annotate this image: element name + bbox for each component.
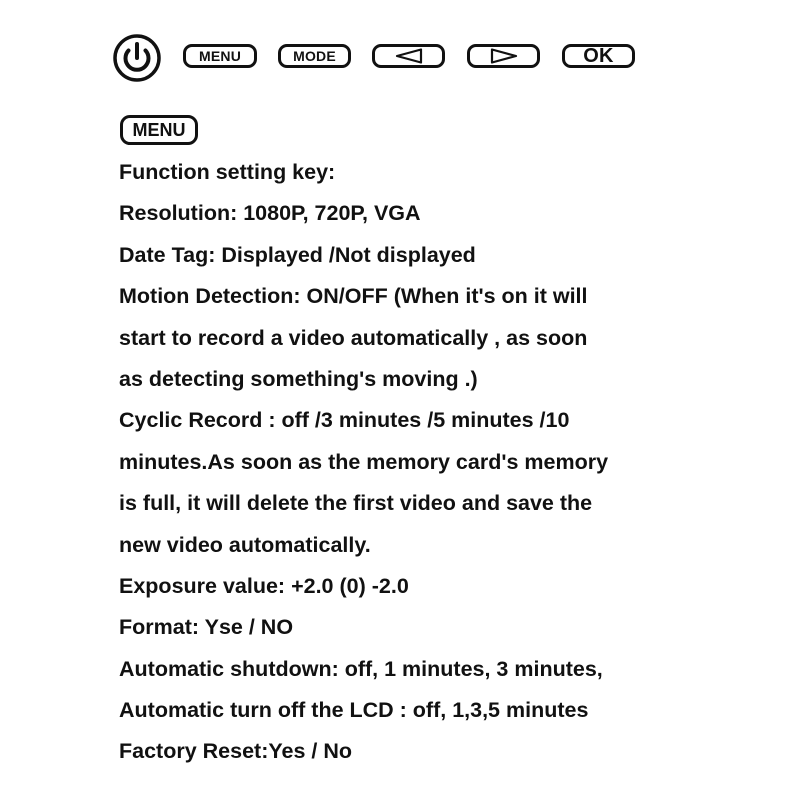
menu-button[interactable] — [183, 44, 257, 68]
mode-button-label: MODE — [293, 48, 336, 64]
mode-button[interactable] — [278, 44, 351, 68]
setting-line: Exposure value: +2.0 (0) -2.0 — [119, 573, 409, 598]
menu-key-badge — [120, 115, 198, 145]
button-row — [112, 33, 652, 83]
left-button[interactable] — [372, 44, 445, 68]
setting-line: Cyclic Record : off /3 minutes /5 minutes /10 — [119, 408, 570, 433]
setting-line: as detecting something's moving .) — [119, 366, 478, 391]
ok-button-label: OK — [583, 45, 614, 67]
setting-line: Function setting key: — [119, 160, 336, 184]
setting-line: Motion Detection: ON/OFF (When it's on it will — [119, 284, 588, 309]
setting-line: Date Tag: Displayed /Not displayed — [119, 242, 476, 267]
ok-button[interactable] — [562, 44, 635, 68]
function-settings-list — [119, 154, 759, 775]
setting-line: is full, it will delete the first video and save the — [119, 491, 593, 516]
setting-line: Factory Reset:Yes / No — [119, 739, 353, 764]
setting-line: minutes.As soon as the memory card's memory — [119, 449, 609, 474]
menu-button-label: MENU — [198, 48, 242, 64]
menu-key-badge-label: MENU — [132, 119, 186, 140]
setting-line: Automatic shutdown: off, 1 minutes, 3 minutes, — [119, 656, 603, 681]
right-button[interactable] — [467, 44, 540, 68]
setting-line: Automatic turn off the LCD : off, 1,3,5 minutes — [119, 698, 589, 723]
triangle-left-icon — [395, 48, 423, 64]
setting-line: new video automatically. — [119, 532, 371, 557]
power-icon[interactable] — [112, 33, 162, 83]
triangle-right-icon — [490, 48, 518, 64]
setting-line: start to record a video automatically , as soon — [119, 325, 588, 350]
setting-line: Format: Yse / NO — [119, 615, 294, 640]
setting-line: Resolution: 1080P, 720P, VGA — [119, 201, 421, 226]
